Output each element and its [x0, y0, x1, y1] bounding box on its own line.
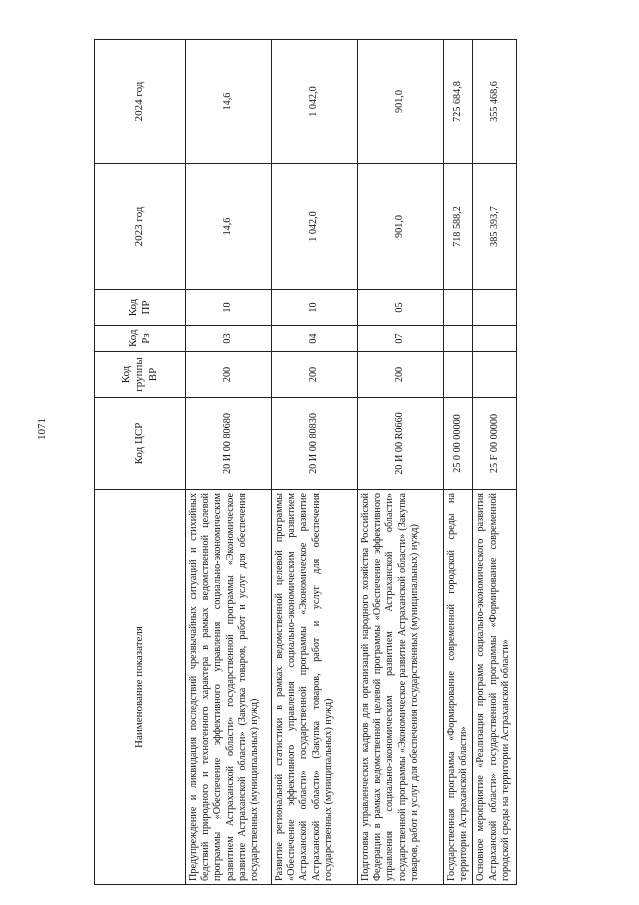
- table-row: [358, 40, 444, 885]
- table-row: [444, 40, 473, 885]
- table-row: [272, 40, 358, 885]
- header-name: Наименование показателя: [95, 490, 186, 885]
- page-number: 1071: [36, 418, 48, 440]
- header-pr: Код ПР: [95, 290, 186, 326]
- cell-pr: 05: [358, 290, 444, 326]
- header-2023: 2023 год: [95, 164, 186, 290]
- cell-rz: [444, 326, 473, 352]
- cell-2023: 385 393,7: [473, 164, 517, 290]
- cell-name: Государственная программа «Формирование современной городской среды на территории Астраханской области»: [444, 490, 473, 885]
- cell-name: Развитие региональной статистики в рамках ведомственной целевой программы «Обеспечение эффективного управления социально-экономическим развитием Астраханской области» государственной программы «Экономическое развитие Астраханской области» (Закупка товаров, работ и услуг для обеспечения государственных (муниципальных) нужд): [272, 490, 358, 885]
- cell-csr: 20 И 00 80680: [186, 398, 272, 490]
- cell-rz: [473, 326, 517, 352]
- cell-csr: 20 И 00 80830: [272, 398, 358, 490]
- cell-vr: [473, 352, 517, 398]
- header-vr: Код группы ВР: [95, 352, 186, 398]
- cell-pr: 10: [272, 290, 358, 326]
- header-2024: 2024 год: [95, 40, 186, 164]
- cell-2024: 355 468,6: [473, 40, 517, 164]
- cell-pr: [473, 290, 517, 326]
- table-header-row: [95, 40, 186, 885]
- cell-2024: 1 042,0: [272, 40, 358, 164]
- cell-csr: 20 И 00 R0660: [358, 398, 444, 490]
- cell-vr: [444, 352, 473, 398]
- cell-vr: 200: [186, 352, 272, 398]
- cell-csr: 25 F 00 00000: [473, 398, 517, 490]
- cell-name: Подготовка управленческих кадров для организаций народного хозяйства Российской Федерации в рамках ведомственной целевой программы «Обеспечение эффективного управления социально-экономическим развитием Астраханской области» государственной программы «Экономическое развитие Астраханской области» (Закупка товаров, работ и услуг для обеспечения государственных (муниципальных) нужд): [358, 490, 444, 885]
- cell-name: Предупреждение и ликвидация последствий чрезвычайных ситуаций и стихийных бедствий природного и техногенного характера в рамках ведомственной целевой программы «Обеспечение эффективного управления социально-экономическим развитием Астраханской области» государственной программы «Экономическое развитие Астраханской области» (Закупка товаров, работ и услуг для обеспечения государственных (муниципальных) нужд): [186, 490, 272, 885]
- cell-2023: 718 588,2: [444, 164, 473, 290]
- cell-pr: 10: [186, 290, 272, 326]
- cell-vr: 200: [272, 352, 358, 398]
- header-csr: Код ЦСР: [95, 398, 186, 490]
- cell-2024: 725 684,8: [444, 40, 473, 164]
- cell-2023: 901,0: [358, 164, 444, 290]
- cell-csr: 25 0 00 00000: [444, 398, 473, 490]
- cell-vr: 200: [358, 352, 444, 398]
- table-row: [186, 40, 272, 885]
- table-row: [473, 40, 517, 885]
- budget-table: [94, 39, 517, 885]
- rotated-page-content: [94, 40, 614, 885]
- cell-rz: 03: [186, 326, 272, 352]
- cell-2024: 14,6: [186, 40, 272, 164]
- header-rz: Код Рз: [95, 326, 186, 352]
- cell-2023: 14,6: [186, 164, 272, 290]
- cell-2024: 901,0: [358, 40, 444, 164]
- cell-2023: 1 042,0: [272, 164, 358, 290]
- cell-rz: 07: [358, 326, 444, 352]
- cell-pr: [444, 290, 473, 326]
- cell-name: Основное мероприятие «Реализация программ социально-экономического развития Астраханской области» государственной программы «Формирование современной городской среды на территории Астраханской области»: [473, 490, 517, 885]
- cell-rz: 04: [272, 326, 358, 352]
